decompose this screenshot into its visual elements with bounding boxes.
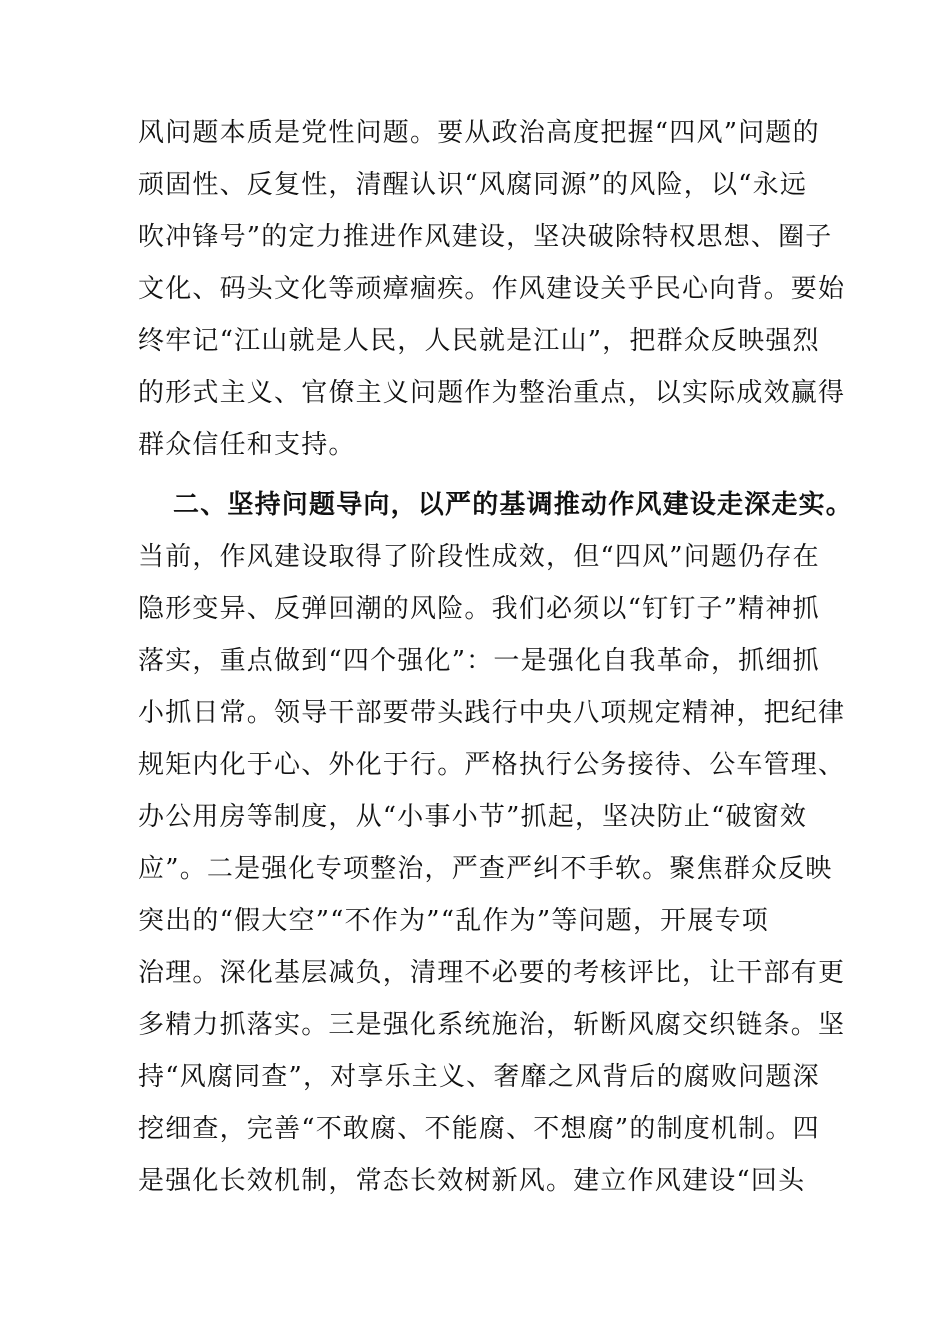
body-text-line: 多精力抓落实。三是强化系统施治，斩断风腐交织链条。坚	[138, 1010, 846, 1040]
body-text-line: 当前，作风建设取得了阶段性成效，但“四风”问题仍存在	[138, 542, 820, 572]
body-text-line: 是强化长效机制，常态长效树新风。建立作风建设“回头	[138, 1166, 806, 1196]
body-text-line: 群众信任和支持。	[138, 430, 356, 460]
body-text-line: 规矩内化于心、外化于行。严格执行公务接待、公车管理、	[138, 750, 846, 780]
body-text-line: 治理。深化基层减负，清理不必要的考核评比，让干部有更	[138, 958, 846, 988]
body-text-line: 挖细查，完善“不敢腐、不能腐、不想腐”的制度机制。四	[138, 1114, 820, 1144]
body-text-line: 持“风腐同查”，对享乐主义、奢靡之风背后的腐败问题深	[138, 1062, 820, 1092]
body-text-line: 办公用房等制度，从“小事小节”抓起，坚决防止“破窗效	[138, 802, 808, 832]
body-text-line: 落实，重点做到“四个强化”：一是强化自我革命，抓细抓	[138, 646, 820, 676]
body-text-line: 隐形变异、反弹回潮的风险。我们必须以“钉钉子”精神抓	[138, 594, 820, 624]
body-text-line: 风问题本质是党性问题。要从政治高度把握“四风”问题的	[138, 118, 820, 148]
body-text-line: 终牢记“江山就是人民，人民就是江山”，把群众反映强烈	[138, 326, 820, 356]
body-text-line: 突出的“假大空”“不作为”“乱作为”等问题，开展专项	[138, 906, 769, 936]
section-heading: 二、坚持问题导向，以严的基调推动作风建设走深走实。	[173, 490, 854, 520]
body-text-line: 小抓日常。领导干部要带头践行中央八项规定精神，把纪律	[138, 698, 846, 728]
body-text-line: 的形式主义、官僚主义问题作为整治重点，以实际成效赢得	[138, 378, 846, 408]
body-text-line: 顽固性、反复性，清醒认识“风腐同源”的风险，以“永远	[138, 170, 808, 200]
body-text-line: 文化、码头文化等顽瘴痼疾。作风建设关乎民心向背。要始	[138, 274, 846, 304]
body-text-line: 吹冲锋号”的定力推进作风建设，坚决破除特权思想、圈子	[138, 222, 833, 252]
body-text-line: 应”。二是强化专项整治，严查严纠不手软。聚焦群众反映	[138, 854, 833, 884]
